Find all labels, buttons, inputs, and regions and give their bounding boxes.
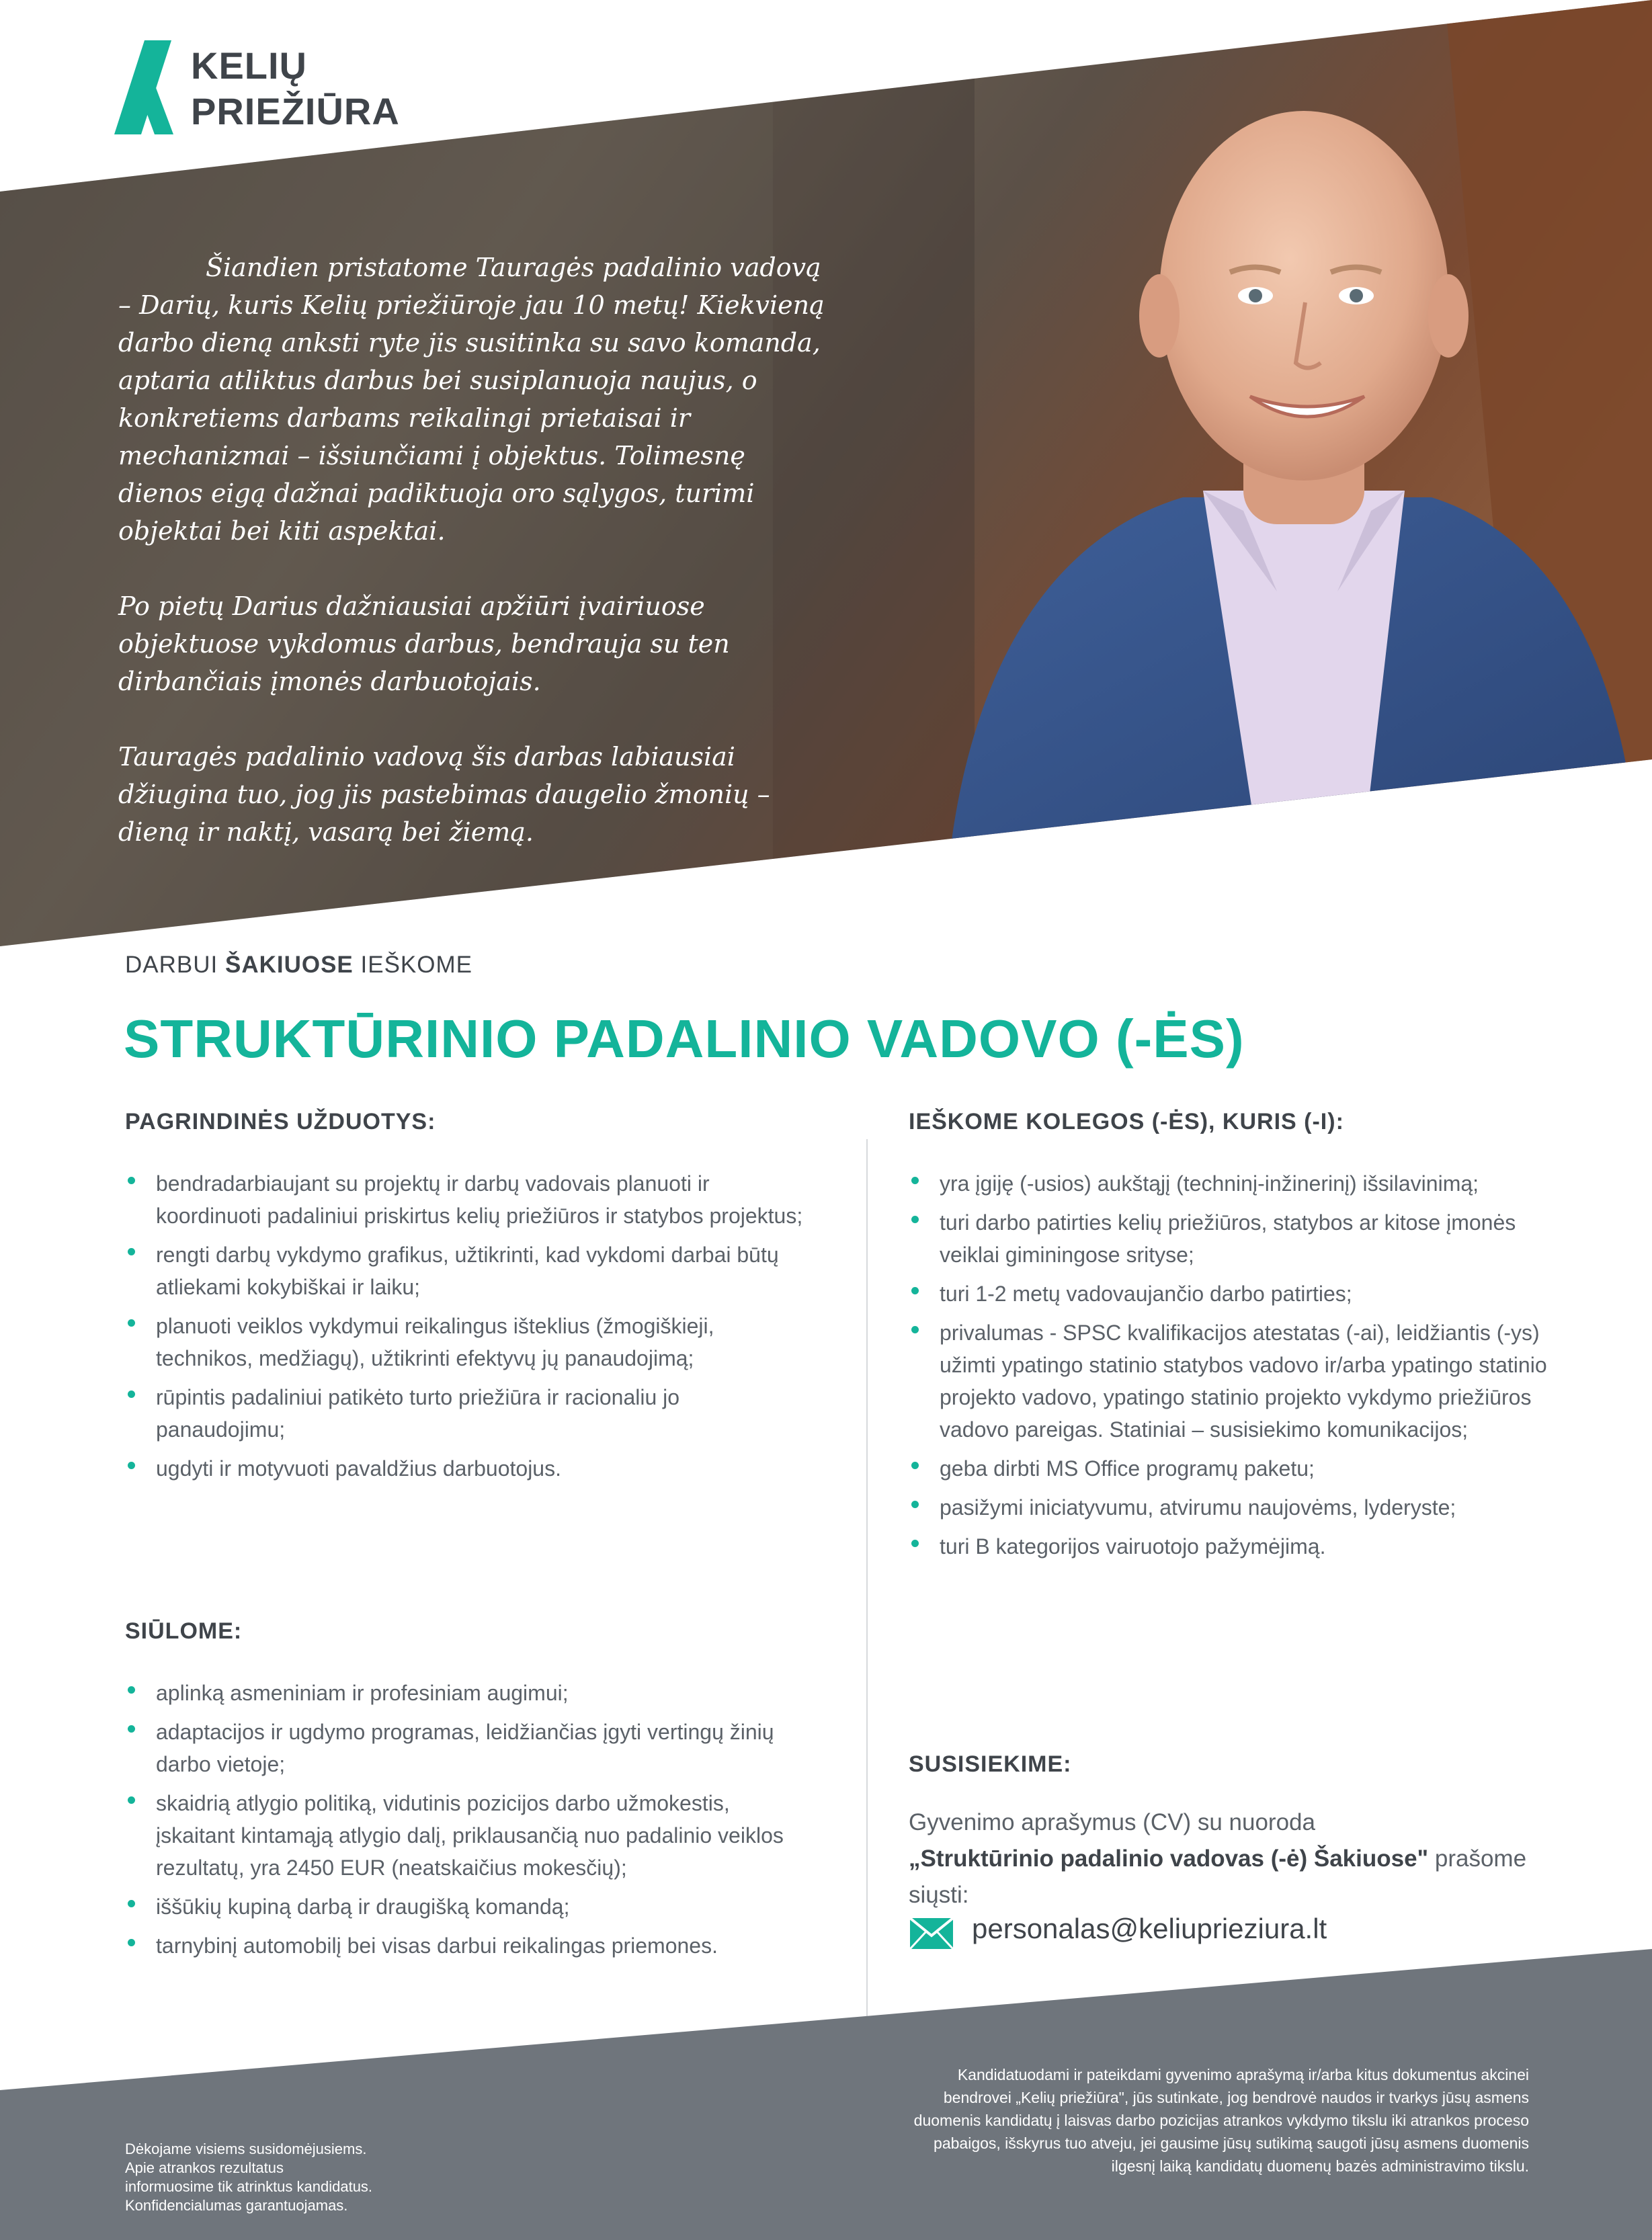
kicker-prefix: DARBUI	[125, 952, 225, 978]
list-item-text: ugdyti ir motyvuoti pavaldžius darbuotojus.	[156, 1456, 561, 1481]
logo-wordmark	[191, 43, 400, 134]
logo-line-2: PRIEŽIŪRA	[191, 90, 400, 132]
kicker-suffix: IEŠKOME	[353, 952, 472, 978]
bullet-icon	[128, 1248, 135, 1255]
story-paragraph: Tauragės padalinio vadovą šis darbas labiausiai džiugina tuo, jog jis pastebimas daugelio žmonių – dieną ir naktį, vasarą bei žiemą.	[118, 742, 770, 847]
list-item-text: turi B kategorijos vairuotojo pažymėjimą.	[940, 1534, 1326, 1559]
list-item	[125, 1716, 811, 1780]
list-item-text: privalumas - SPSC kvalifikacijos atestatas (-ai), leidžiantis (-ys) užimti ypatingo statinio statybos vadovo ir/arba ypatingo statinio projekto vadovo, ypatingo statinio projekto vykdymo priežiūros vadovo pareigas. Statiniai – susisiekimo komunikacijos;	[940, 1321, 1547, 1442]
list-item-text: rengti darbų vykdymo grafikus, užtikrinti, kad vykdomi darbai būtų atliekami kokybiškai ir laiku;	[156, 1243, 779, 1299]
posting-kicker	[125, 952, 472, 979]
bullet-icon	[128, 1177, 135, 1184]
footer-thanks	[125, 2140, 528, 2215]
kicker-city: ŠAKIUOSE	[224, 952, 354, 978]
envelope-icon	[909, 1917, 954, 1950]
list-item-text: rūpintis padaliniui patikėto turto priežiūra ir racionaliu jo panaudojimu;	[156, 1385, 680, 1442]
logo-mark-icon	[108, 40, 181, 141]
list-item-text: turi darbo patirties kelių priežiūros, statybos ar kitose įmonės veiklai giminingose srityse;	[940, 1210, 1516, 1267]
logo-line-1: KELIŲ	[191, 44, 307, 87]
footer-thanks-line: Dėkojame visiems susidomėjusiems.	[125, 2141, 367, 2157]
offer-list	[125, 1677, 811, 1962]
list-item-text: geba dirbti MS Office programų paketu;	[940, 1456, 1315, 1481]
bullet-icon	[128, 1319, 135, 1327]
column-divider	[866, 1139, 868, 2020]
list-item	[125, 1310, 811, 1374]
story-paragraph: Šiandien pristatome Tauragės padalinio vadovą – Darių, kuris Kelių priežiūroje jau 10 metų! Kiekvieną darbo dieną anksti ryte jis susitinka su savo komanda, aptaria atliktus darbus bei susiplanuoja naujus, o konkretiems darbams reikalingi prietaisai ir mechanizmai – išsiunčiami į objektus. Tolimesnę dienos eigą dažnai padiktuoja oro sąlygos, turimi objektai bei kiti aspektai.	[118, 253, 825, 546]
offer-heading: SIŪLOME:	[125, 1618, 243, 1644]
bullet-icon	[128, 1391, 135, 1398]
list-item-text: iššūkių kupiną darbą ir draugišką komandą;	[156, 1895, 570, 1919]
bullet-icon	[128, 1900, 135, 1907]
list-item	[125, 1239, 811, 1303]
contact-text-before: Gyvenimo aprašymus (CV) su nuoroda	[909, 1809, 1315, 1835]
list-item	[125, 1381, 811, 1446]
footer-thanks-line: informuosime tik atrinktus kandidatus.	[125, 2178, 373, 2195]
contact-heading: SUSISIEKIME:	[909, 1751, 1072, 1777]
footer-privacy-notice: Kandidatuodami ir pateikdami gyvenimo aprašymą ir/arba kitus dokumentus akcinei bendrovei „Kelių priežiūra", jūs sutinkate, jog bendrovė naudos ir tvarkys jūsų asmens duomenis kandidatų į laisvas darbo pozicijas atrankos vykdymo tikslu iki atrankos proceso pabaigos, išskyrus tuo atveju, jei gausime jūsų sutikimą saugoti jūsų asmens duomenis ilgesnį laiką kandidatų duomenų bazės administravimo tikslu.	[913, 2066, 1529, 2175]
bullet-icon	[128, 1939, 135, 1946]
tasks-section	[125, 1109, 811, 1491]
list-item	[909, 1206, 1554, 1271]
job-title: STRUKTŪRINIO PADALINIO VADOVO (-ĖS)	[124, 1009, 1245, 1069]
email-link[interactable]: personalas@keliuprieziura.lt	[972, 1913, 1327, 1944]
list-item	[909, 1317, 1554, 1446]
bullet-icon	[911, 1326, 919, 1333]
list-item	[125, 1167, 811, 1232]
list-item	[125, 1452, 811, 1485]
list-item-text: turi 1-2 metų vadovaujančio darbo patirties;	[940, 1282, 1352, 1306]
footer-thanks-line: Konfidencialumas garantuojamas.	[125, 2197, 348, 2214]
list-item	[125, 1891, 811, 1923]
contact-text-after: prašome siųsti:	[909, 1845, 1527, 1908]
bullet-icon	[911, 1462, 919, 1469]
list-item	[909, 1452, 1554, 1485]
tasks-list	[125, 1167, 811, 1485]
list-item	[909, 1491, 1554, 1524]
list-item	[125, 1787, 811, 1884]
offer-section	[125, 1618, 811, 1968]
tasks-heading: PAGRINDINĖS UŽDUOTYS:	[125, 1109, 436, 1134]
list-item-text: yra įgiję (-usios) aukštąjį (techninį-inžinerinį) išsilavinimą;	[940, 1171, 1479, 1196]
bullet-icon	[911, 1501, 919, 1508]
bullet-icon	[128, 1686, 135, 1694]
list-item-text: skaidrią atlygio politiką, vidutinis pozicijos darbo užmokestis, įskaitant kintamąją atlygio dalį, priklausančią nuo padalinio veiklos rezultatų, yra 2450 EUR (neatskaičius mokesčių);	[156, 1791, 784, 1880]
list-item-text: bendradarbiaujant su projektų ir darbų vadovais planuoti ir koordinuoti padaliniui priskirtus kelių priežiūros ir statybos projektus;	[156, 1171, 803, 1228]
bullet-icon	[911, 1177, 919, 1184]
list-item-text: tarnybinį automobilį bei visas darbui reikalingas priemones.	[156, 1934, 718, 1958]
requirements-section	[909, 1109, 1554, 1569]
story-paragraph: Po pietų Darius dažniausiai apžiūri įvairiuose objektuose vykdomus darbus, bendrauja su ten dirbančiais įmonės darbuotojais.	[118, 591, 730, 696]
list-item-text: planuoti veiklos vykdymui reikalingus išteklius (žmogiškieji, technikos, medžiagų), užtikrinti efektyvų jų panaudojimą;	[156, 1314, 714, 1370]
list-item	[909, 1278, 1554, 1310]
bullet-icon	[911, 1287, 919, 1294]
footer-thanks-line: Apie atrankos rezultatus	[125, 2159, 284, 2176]
bullet-icon	[911, 1216, 919, 1223]
list-item	[909, 1167, 1554, 1200]
bullet-icon	[911, 1540, 919, 1547]
bullet-icon	[128, 1725, 135, 1733]
list-item	[909, 1530, 1554, 1563]
bullet-icon	[128, 1796, 135, 1804]
contact-reference: „Struktūrinio padalinio vadovas (-ė) Šakiuose"	[909, 1845, 1429, 1872]
hero-story	[118, 249, 831, 888]
requirements-heading: IEŠKOME KOLEGOS (-ĖS), KURIS (-I):	[909, 1109, 1344, 1134]
list-item-text: adaptacijos ir ugdymo programas, leidžiančias įgyti vertingų žinių darbo vietoje;	[156, 1720, 774, 1776]
list-item-text: aplinką asmeniniam ir profesiniam augimui;	[156, 1681, 569, 1705]
bullet-icon	[128, 1462, 135, 1469]
company-logo	[108, 40, 430, 141]
contact-text	[909, 1805, 1581, 1913]
contact-section	[909, 1751, 1581, 1913]
hero-banner	[0, 0, 1652, 954]
list-item	[125, 1677, 811, 1709]
list-item-text: pasižymi iniciatyvumu, atvirumu naujovėms, lyderyste;	[940, 1495, 1456, 1520]
requirements-list	[909, 1167, 1554, 1563]
